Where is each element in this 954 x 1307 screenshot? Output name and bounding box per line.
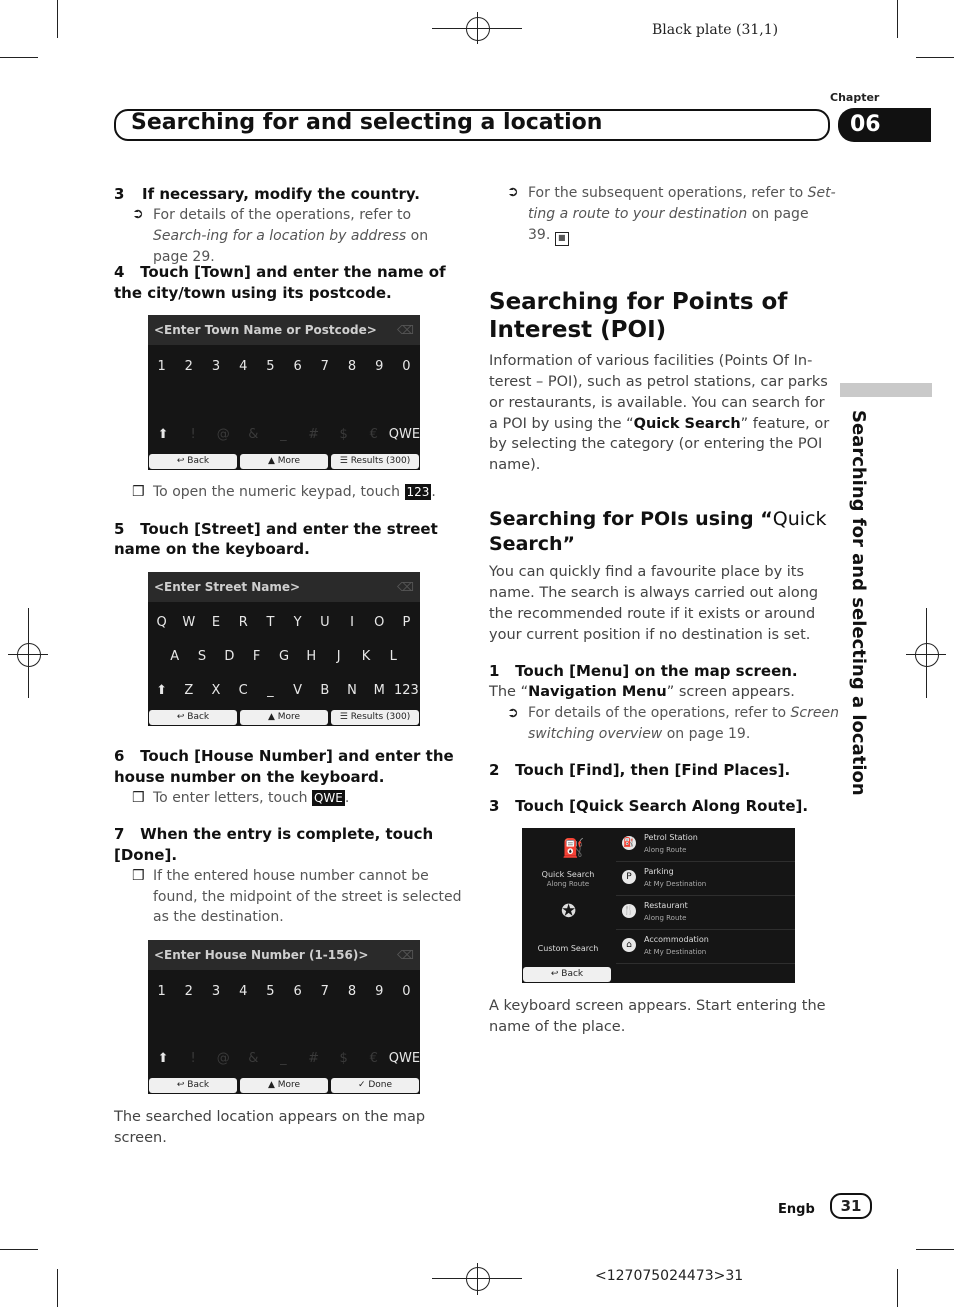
key[interactable]: 4 [239, 359, 248, 374]
key-row [148, 615, 420, 630]
key[interactable]: 7 [320, 359, 329, 374]
key[interactable]: B [320, 683, 330, 698]
chapter-label: Chapter [830, 91, 880, 104]
backspace-icon[interactable]: ⌫ [397, 948, 414, 962]
section-heading-line-2: Interest (POI) [489, 317, 667, 343]
quick-search-sublabel: Along Route [546, 880, 590, 888]
end-mark-icon: ■ [555, 232, 569, 246]
key[interactable]: € [369, 1051, 378, 1066]
key[interactable]: 9 [375, 359, 384, 374]
key[interactable]: 1 [157, 984, 166, 999]
quick-search-screen [522, 828, 795, 983]
crop-mark [897, 0, 898, 38]
results-button[interactable]: ☰ Results (300) [331, 710, 419, 725]
key[interactable]: $ [339, 1051, 348, 1066]
side-tab-marker [840, 383, 932, 397]
key[interactable]: 6 [293, 984, 302, 999]
key[interactable]: & [248, 1051, 259, 1066]
back-button[interactable]: ↩ Back [523, 967, 611, 982]
key[interactable]: 9 [375, 984, 384, 999]
poi-item[interactable] [616, 828, 795, 862]
key[interactable]: 6 [293, 359, 302, 374]
page-number: 31 [830, 1193, 872, 1219]
intro-line-2: terest – POI), such as petrol stations, car parks [489, 374, 828, 390]
key[interactable]: 1 [157, 359, 166, 374]
checkbox-bullet-icon: ❒ [132, 790, 145, 806]
registration-mark [915, 643, 939, 667]
key-row [148, 984, 420, 999]
key[interactable]: _ [280, 1051, 287, 1066]
key[interactable]: S [197, 649, 207, 664]
quick-line-3: the recommended route if it exists or around [489, 606, 816, 622]
town-input[interactable]: <Enter Town Name or Postcode> [154, 323, 377, 337]
crop-mark [916, 57, 954, 58]
custom-search-icon[interactable]: ✪ [561, 901, 577, 922]
closing-line-1: The searched location appears on the map [114, 1109, 426, 1125]
crop-mark [0, 57, 38, 58]
more-button[interactable]: ▲ More [240, 1078, 328, 1093]
poi-item-sublabel: Along Route [644, 914, 687, 922]
key[interactable]: @ [216, 427, 230, 442]
quick-line-1: You can quickly find a favourite place by its [489, 564, 805, 580]
key[interactable]: K [361, 649, 371, 664]
poi-item-sublabel: Along Route [644, 846, 687, 854]
key[interactable]: O [374, 615, 385, 630]
right-step-2: 2 Touch [Find], then [Find Places]. [489, 761, 791, 779]
key[interactable]: 8 [347, 984, 357, 999]
key[interactable]: 0 [402, 359, 411, 374]
numeric-key-badge: 123 [406, 485, 430, 499]
button-bar [149, 1078, 419, 1093]
house-note-1: If the entered house number cannot be [153, 868, 429, 884]
key[interactable]: Z [184, 683, 194, 698]
arrow-icon: ➲ [132, 206, 144, 222]
key[interactable]: U [320, 615, 330, 630]
key[interactable]: 5 [266, 984, 275, 999]
step-3: 3 If necessary, modify the country. [114, 185, 420, 203]
key[interactable]: G [278, 649, 290, 664]
key[interactable]: H [306, 649, 317, 664]
key[interactable]: Q [156, 615, 167, 630]
parking-icon: P [622, 870, 636, 884]
key-row [148, 649, 420, 664]
step-6-cont: house number on the keyboard. [114, 768, 385, 786]
letters-note: To enter letters, touch QWE . [153, 790, 350, 806]
button-bar [149, 710, 419, 725]
crop-mark [57, 0, 58, 38]
crop-mark [916, 1249, 954, 1250]
intro-line-1: Information of various facilities (Points Of In- [489, 353, 813, 369]
right-step-1-note-1: For details of the operations, refer to Screen [528, 705, 839, 721]
town-entry-screen [148, 315, 420, 470]
qwe-key-badge: QWE [313, 791, 343, 805]
key[interactable]: ! [190, 1051, 196, 1066]
step-5-cont: name on the keyboard. [114, 540, 310, 558]
intro-line-5: by selecting the category (or entering the POI [489, 436, 823, 452]
intro-line-3: or restaurants, is available. You can search for [489, 395, 825, 411]
qwe-key[interactable]: QWE [388, 1051, 420, 1066]
qwe-key[interactable]: QWE [388, 427, 420, 442]
language-code: Engb [778, 1202, 815, 1217]
results-button[interactable]: ☰ Results (300) [331, 454, 419, 469]
intro-line-4: a POI by using the “Quick Search” feature, or [489, 416, 830, 432]
key[interactable]: R [238, 615, 248, 630]
key[interactable]: # [308, 1051, 319, 1066]
quick-search-label[interactable]: Quick Search [541, 870, 595, 879]
poi-item-sublabel: At My Destination [644, 948, 707, 956]
key[interactable]: _ [267, 683, 274, 698]
house-note-3: as the destination. [153, 909, 284, 925]
shift-icon[interactable]: ⬆ [157, 1051, 169, 1066]
key[interactable]: F [252, 649, 261, 664]
poi-item-label: Petrol Station [644, 833, 698, 842]
registration-mark [17, 643, 41, 667]
top-note-line-3: 39. ■ [528, 225, 569, 246]
right-step-1-note-2: switching overview on page 19. [528, 726, 751, 742]
button-bar [149, 454, 419, 469]
key-row [148, 359, 420, 374]
step-7-cont: [Done]. [114, 846, 178, 864]
key-row [148, 427, 420, 442]
street-entry-screen [148, 572, 420, 726]
key[interactable]: # [308, 427, 319, 442]
intro-line-6: name). [489, 457, 541, 473]
poi-item-label: Restaurant [644, 901, 688, 910]
numeric-key[interactable]: 123 [394, 683, 419, 698]
checkbox-bullet-icon: ❒ [132, 484, 145, 500]
key[interactable]: M [373, 683, 385, 698]
key[interactable]: A [170, 649, 180, 664]
subsection-heading-line-2: Search” [489, 533, 576, 555]
step-5: 5 Touch [Street] and enter the street [114, 520, 438, 538]
key[interactable]: 0 [402, 984, 411, 999]
section-heading-line-1: Searching for Points of [489, 289, 788, 315]
poi-item-label: Parking [644, 867, 674, 876]
key[interactable]: 7 [320, 984, 329, 999]
shift-icon[interactable]: ⬆ [156, 683, 168, 698]
key-row [148, 683, 420, 698]
side-tab-title: Searching for and selecting a location [848, 410, 869, 796]
shift-icon[interactable]: ⬆ [157, 427, 169, 442]
key-row [148, 1051, 420, 1066]
key[interactable]: X [211, 683, 221, 698]
right-step-1-result: The “Navigation Menu” screen appears. [489, 684, 795, 700]
arrow-icon: ➲ [507, 705, 519, 721]
registration-mark [466, 1267, 490, 1291]
restaurant-icon: 🍴 [623, 906, 635, 916]
backspace-icon[interactable]: ⌫ [397, 323, 414, 337]
subsection-heading-line-1: Searching for POIs using “Quick [489, 508, 827, 530]
closing-line-2: screen. [114, 1130, 167, 1146]
step-6: 6 Touch [House Number] and enter the [114, 747, 454, 765]
step-3-note: For details of the operations, refer to Search-ing for a location by address on page 29. [153, 207, 429, 265]
plate-label: Black plate (31,1) [652, 22, 779, 38]
step-7: 7 When the entry is complete, touch [114, 825, 434, 843]
key[interactable]: L [389, 649, 397, 664]
key[interactable]: P [402, 615, 411, 630]
chapter-number: 06 [850, 112, 881, 137]
key[interactable]: E [211, 615, 221, 630]
key[interactable]: C [238, 683, 248, 698]
back-button[interactable]: ↩ Back [149, 710, 237, 725]
custom-search-label[interactable]: Custom Search [537, 944, 599, 953]
keypad-note: To open the numeric keypad, touch 123 . [153, 484, 436, 500]
key[interactable]: 2 [184, 359, 193, 374]
step-4: 4 Touch [Town] and enter the name of [114, 263, 446, 281]
top-note-line-2: ting a route to your destination on page [528, 206, 809, 222]
crop-mark [897, 1269, 898, 1307]
accommodation-icon: ⌂ [622, 938, 636, 952]
poi-item-label: Accommodation [644, 935, 709, 944]
after-line-1: A keyboard screen appears. Start entering the [489, 998, 826, 1014]
key[interactable]: $ [339, 427, 348, 442]
key[interactable]: N [347, 683, 357, 698]
fuel-icon: ⛽ [623, 838, 635, 848]
key[interactable]: € [369, 427, 378, 442]
top-note-line-1: For the subsequent operations, refer to Set- [528, 185, 836, 201]
key[interactable]: @ [216, 1051, 230, 1066]
poi-item-sublabel: At My Destination [644, 880, 707, 888]
quick-line-2: name. The search is always carried out along [489, 585, 819, 601]
checkbox-bullet-icon: ❒ [132, 868, 145, 884]
key[interactable]: _ [280, 427, 287, 442]
more-button[interactable]: ▲ More [240, 710, 328, 725]
backspace-icon[interactable]: ⌫ [397, 580, 414, 594]
key[interactable]: & [248, 427, 259, 442]
key[interactable]: J [336, 649, 341, 664]
after-line-2: name of the place. [489, 1019, 626, 1035]
key[interactable]: D [224, 649, 235, 664]
back-button[interactable]: ↩ Back [149, 1078, 237, 1093]
key[interactable]: I [350, 615, 354, 630]
street-input[interactable]: <Enter Street Name> [154, 580, 301, 594]
key[interactable]: 8 [347, 359, 357, 374]
key[interactable]: ! [190, 427, 196, 442]
poi-item[interactable] [616, 896, 795, 930]
key[interactable]: 5 [266, 359, 275, 374]
more-button[interactable]: ▲ More [240, 454, 328, 469]
house-note-2: found, the midpoint of the street is selected [153, 889, 462, 905]
quick-line-4: your current position if no destination is set. [489, 627, 811, 643]
document-code: <127075024473>31 [595, 1268, 744, 1284]
crop-mark [0, 1249, 38, 1250]
house-number-input[interactable]: <Enter House Number (1-156)> [154, 948, 369, 962]
registration-mark [466, 17, 490, 41]
poi-item[interactable] [616, 862, 795, 896]
right-step-3: 3 Touch [Quick Search Along Route]. [489, 797, 809, 815]
page-title: Searching for and selecting a location [131, 110, 603, 135]
crop-mark [57, 1269, 58, 1307]
house-number-screen [148, 940, 420, 1094]
step-4-cont: the city/town using its postcode. [114, 284, 392, 302]
key[interactable]: W [182, 615, 196, 630]
key[interactable]: 3 [211, 984, 221, 999]
right-step-1: 1 Touch [Menu] on the map screen. [489, 662, 798, 680]
back-button[interactable]: ↩ Back [149, 454, 237, 469]
key[interactable]: 2 [184, 984, 193, 999]
key[interactable]: 3 [211, 359, 221, 374]
key[interactable]: T [266, 615, 275, 630]
done-button[interactable]: ✓ Done [331, 1078, 419, 1093]
quick-search-icon[interactable]: ⛽ [562, 838, 585, 859]
key[interactable]: V [293, 683, 303, 698]
key[interactable]: Y [293, 615, 302, 630]
arrow-icon: ➲ [507, 184, 519, 200]
key[interactable]: 4 [239, 984, 248, 999]
poi-item[interactable] [616, 930, 795, 964]
